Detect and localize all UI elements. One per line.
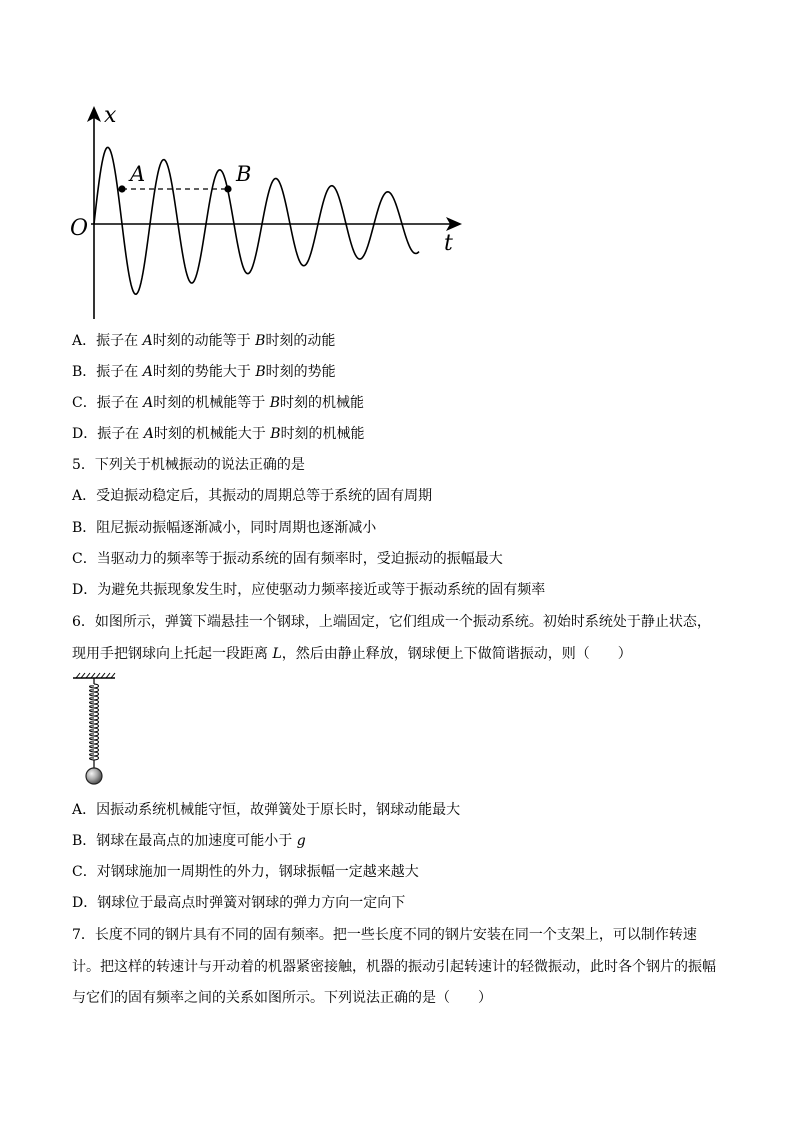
q7-line2: 计。把这样的转速计与开动着的机器紧密接触，机器的振动引起转速计的轻微振动，此时各个钢片的振幅 — [72, 959, 716, 975]
option-text: 时刻的机械能大于 — [153, 426, 271, 442]
q4-option-d — [72, 425, 365, 443]
var-b: B — [255, 333, 266, 349]
origin-label: O — [70, 216, 89, 241]
q5-stem: 5．下列关于机械振动的说法正确的是 — [72, 457, 305, 473]
var-l: L — [272, 646, 282, 662]
q6-option-a: A．因振动系统机械能守恒，故弹簧处于原长时，钢球动能最大 — [72, 802, 461, 818]
option-text: A．振子在 — [72, 333, 143, 349]
option-text: B．钢球在最高点的加速度可能小于 — [72, 833, 297, 849]
q4-option-b — [72, 363, 336, 381]
var-a: A — [142, 364, 153, 380]
option-text: C．振子在 — [72, 395, 144, 411]
q5-option-b: B．阻尼振动振幅逐渐减小，同时周期也逐渐减小 — [72, 520, 377, 536]
q6-stem-line1: 6．如图所示，弹簧下端悬挂一个钢球，上端固定，它们组成一个振动系统。初始时系统处于静止状态， — [72, 614, 711, 630]
steel-ball — [86, 768, 102, 784]
t-axis-label: t — [444, 231, 453, 256]
var-b: B — [255, 364, 266, 380]
q5-option-a: A．受迫振动稳定后，其振动的周期总等于系统的固有周期 — [72, 488, 433, 504]
point-b-dot — [224, 185, 231, 192]
q6-option-d: D．钢球位于最高点时弹簧对钢球的弹力方向一定向下 — [72, 895, 406, 911]
q6-stem-line2 — [72, 645, 632, 663]
spring-coil — [90, 684, 99, 760]
q7-line3: 与它们的固有频率之间的关系如图所示。下列说法正确的是（ ） — [72, 990, 492, 1006]
option-text: 时刻的机械能 — [280, 426, 365, 442]
x-axis-label: x — [104, 103, 117, 128]
q5-option-d: D．为避免共振现象发生时，应使驱动力频率接近或等于振动系统的固有频率 — [72, 582, 546, 598]
var-a: A — [142, 333, 153, 349]
option-text: 时刻的势能 — [265, 364, 336, 380]
spring-ball-figure — [70, 672, 120, 790]
option-text: B．振子在 — [72, 364, 143, 380]
q6-option-b — [72, 832, 306, 850]
q6-option-c: C．对钢球施加一周期性的外力，钢球振幅一定越来越大 — [72, 864, 419, 880]
option-text: 时刻的机械能 — [280, 395, 365, 411]
q5-option-c: C．当驱动力的频率等于振动系统的固有频率时，受迫振动的振幅最大 — [72, 551, 503, 567]
q4-option-a — [72, 332, 335, 350]
var-g: g — [296, 833, 306, 849]
var-b: B — [270, 426, 281, 442]
q7-line1: 7．长度不同的钢片具有不同的固有频率。把一些长度不同的钢片安装在同一个支架上，可以制作转速 — [72, 927, 697, 943]
option-text: 时刻的势能大于 — [152, 364, 256, 380]
stem-text: ，然后由静止释放，钢球便上下做简谐振动，则（ ） — [281, 646, 632, 662]
damped-oscillation-graph — [66, 100, 466, 325]
option-text: 时刻的机械能等于 — [153, 395, 270, 411]
option-text: D．振子在 — [72, 426, 144, 442]
var-a: A — [143, 395, 154, 411]
var-a: A — [143, 426, 154, 442]
stem-text: 现用手把钢球向上托起一段距离 — [72, 646, 273, 662]
point-a-dot — [118, 185, 125, 192]
var-b: B — [269, 395, 281, 411]
point-a-label: A — [130, 162, 146, 186]
point-b-label: B — [236, 162, 252, 186]
option-text: 时刻的动能等于 — [152, 333, 256, 349]
option-text: 时刻的动能 — [265, 333, 336, 349]
q4-option-c — [72, 394, 364, 412]
